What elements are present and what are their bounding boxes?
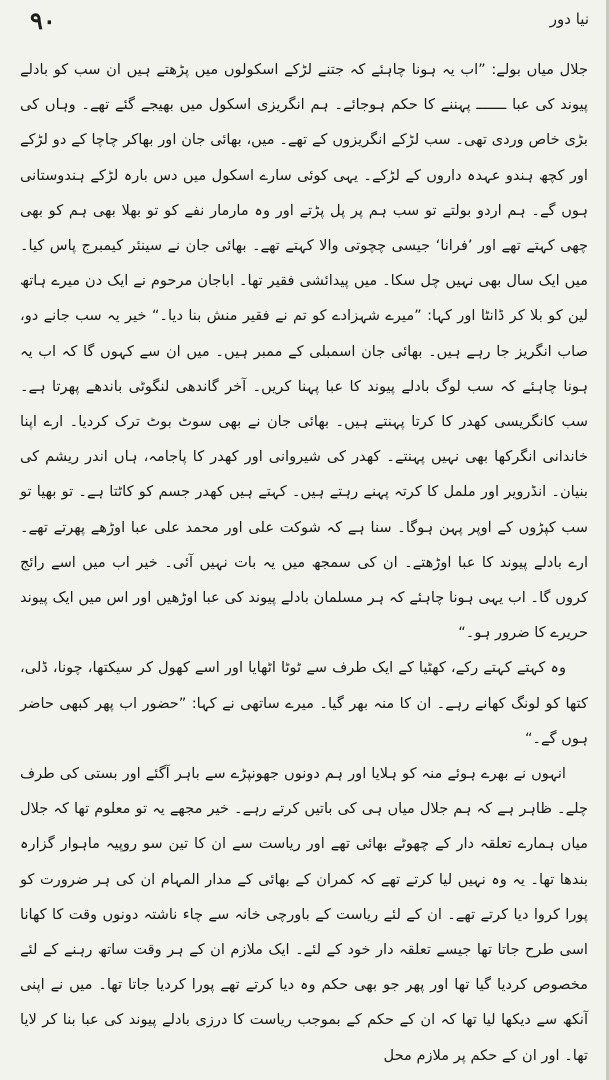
- page-number: ٩٠: [30, 6, 56, 35]
- paragraph-2: وہ کہتے کہتے رکے، کھٹیا کے ایک طرف سے ٹوٹا اٹھایا اور اسے کھول کر سیکتھا، چونا، ڈلی، کتھا کو لونگ کھانے رہے۔ ان کا منہ بھر گیا۔ میرے ساتھی نے کہا: ”حضور اب پھر کبھی حاضر ہوں گے۔“: [20, 659, 588, 747]
- running-title: نیا دور: [549, 10, 589, 28]
- page-header: [0, 4, 609, 38]
- story-text: [20, 52, 588, 1073]
- paragraph-1: جلال میاں بولے: ”اب یہ ہونا چاہئے کہ جتنے لڑکے اسکولوں میں پڑھتے ہیں ان سب کو بادلے پیوند کی عبا ـــــــ پہننے کا حکم ہوجائے۔ ہم انگریزی اسکول میں بھیجے گئے تھے۔ وہاں کی بڑی خاص وردی تھی۔ سب لڑکے انگریزوں کے تھے۔ میں، بھائی جان اور بھاکر چاچا کے دو لڑکے اور کچھ ہندو عہدہ داروں کے لڑکے۔ یہی کوئی سارے اسکول میں دس بارہ لڑکے ہندوستانی ہوں گے۔ ہم اردو بولتے تو سب ہم پر پل پڑتے اور وہ مارمار نفے کو تو بھلا بھی ہم کو بھی چھی کہتے تھے اور ’فرانا‘ جیسی چچوتی والا کہتے تھے۔ بھائی جان نے سینئر کیمبرج پاس کیا۔ میں ایک سال بھی نہیں چل سکا۔ میں پیدائشی فقیر تھا۔ اباجان مرحوم نے ایک دن میرے ہاتھ لین کو بلا کر ڈانٹا اور کہا: ”میرے شہزادے کو تم نے فقیر منش بنا دیا۔“ خیر یہ سب جانے دو، صاب انگریز جا رہے ہیں۔ بھائی جان اسمبلی کے ممبر ہیں۔ میں ان سے کہوں گا کہ اب یہ ہونا چاہئے کہ سب لوگ بادلے پیوند کا عبا پہنا کریں۔ آخر گاندھی لنگوٹی باندھے پھرتا ہے۔ سب کانگریسی کھدر کا کرتا پہنتے ہیں۔ بھائی جان نے بھی سوٹ بوٹ ترک کردیا۔ ارے اپنا خاندانی انگرکھا بھی نہیں پہنتے۔ کھدر کی شیروانی اور کھدر کا پاجامہ، ہاں اندر ریشم کی بنیان۔ انڈرویر اور ململ کا کرتہ پہنے رہتے ہیں۔ کہتے ہیں کھدر جسم کو کاٹتا ہے۔ تو بھیا تو سب کپڑوں کے اوپر پہن ہوگا۔ سنا ہے کہ شوکت علی اور محمد علی عبا اوڑھے پھرتے تھے۔ ارے بادلے پیوند کا عبا اوڑھتے۔ ان کی سمجھ میں یہ بات نہیں آئی۔ خیر اب میں اسے رائج کروں گا۔ اب یہی ہونا چاہئے کہ ہر مسلمان بادلے پیوند کی عبا اوڑھیں اور اس میں ایک پیوند حریرے کا ضرور ہو۔“: [20, 61, 588, 642]
- paragraph-3: انہوں نے بھرے ہوئے منہ کو ہلایا اور ہم دونوں جھونپڑے سے باہر آگئے اور بستی کی طرف چلے۔ ظاہر ہے کہ ہم جلال میاں ہی کی باتیں کرتے رہے۔ خیر مجھے یہ تو معلوم تھا کہ جلال میاں ہمارے تعلقہ دار کے چھوٹے بھائی تھے اور ریاست سے ان کا تین سو روپیہ ماہوار گزارہ بندھا تھا۔ یہ وہ نہیں لیا کرتے تھے کہ کمران کے بھائی کے مدار المہام ان کی ہر ضرورت کو پورا کروا دیا کرتے تھے۔ ان کے لئے ریاست کے باورچی خانہ سے چاء ناشتہ دونوں وقت کا کھانا اسی طرح جاتا تھا جیسے تعلقہ دار خود کے لئے۔ ایک ملازم ان کے ہر وقت ساتھ رہنے کے لئے مخصوص کردیا گیا تھا اور پھر جو بھی حکم وہ دیا کرتے تھے پورا کردیا جاتا تھا۔ میں نے اپنی آنکھ سے دیکھا لیا تھا کہ ان کے حکم کے بموجب ریاست کا درزی بادلے پیوند کی عبا بنا کر لایا تھا۔ اور ان کے حکم پر ملازم محل: [20, 765, 588, 1064]
